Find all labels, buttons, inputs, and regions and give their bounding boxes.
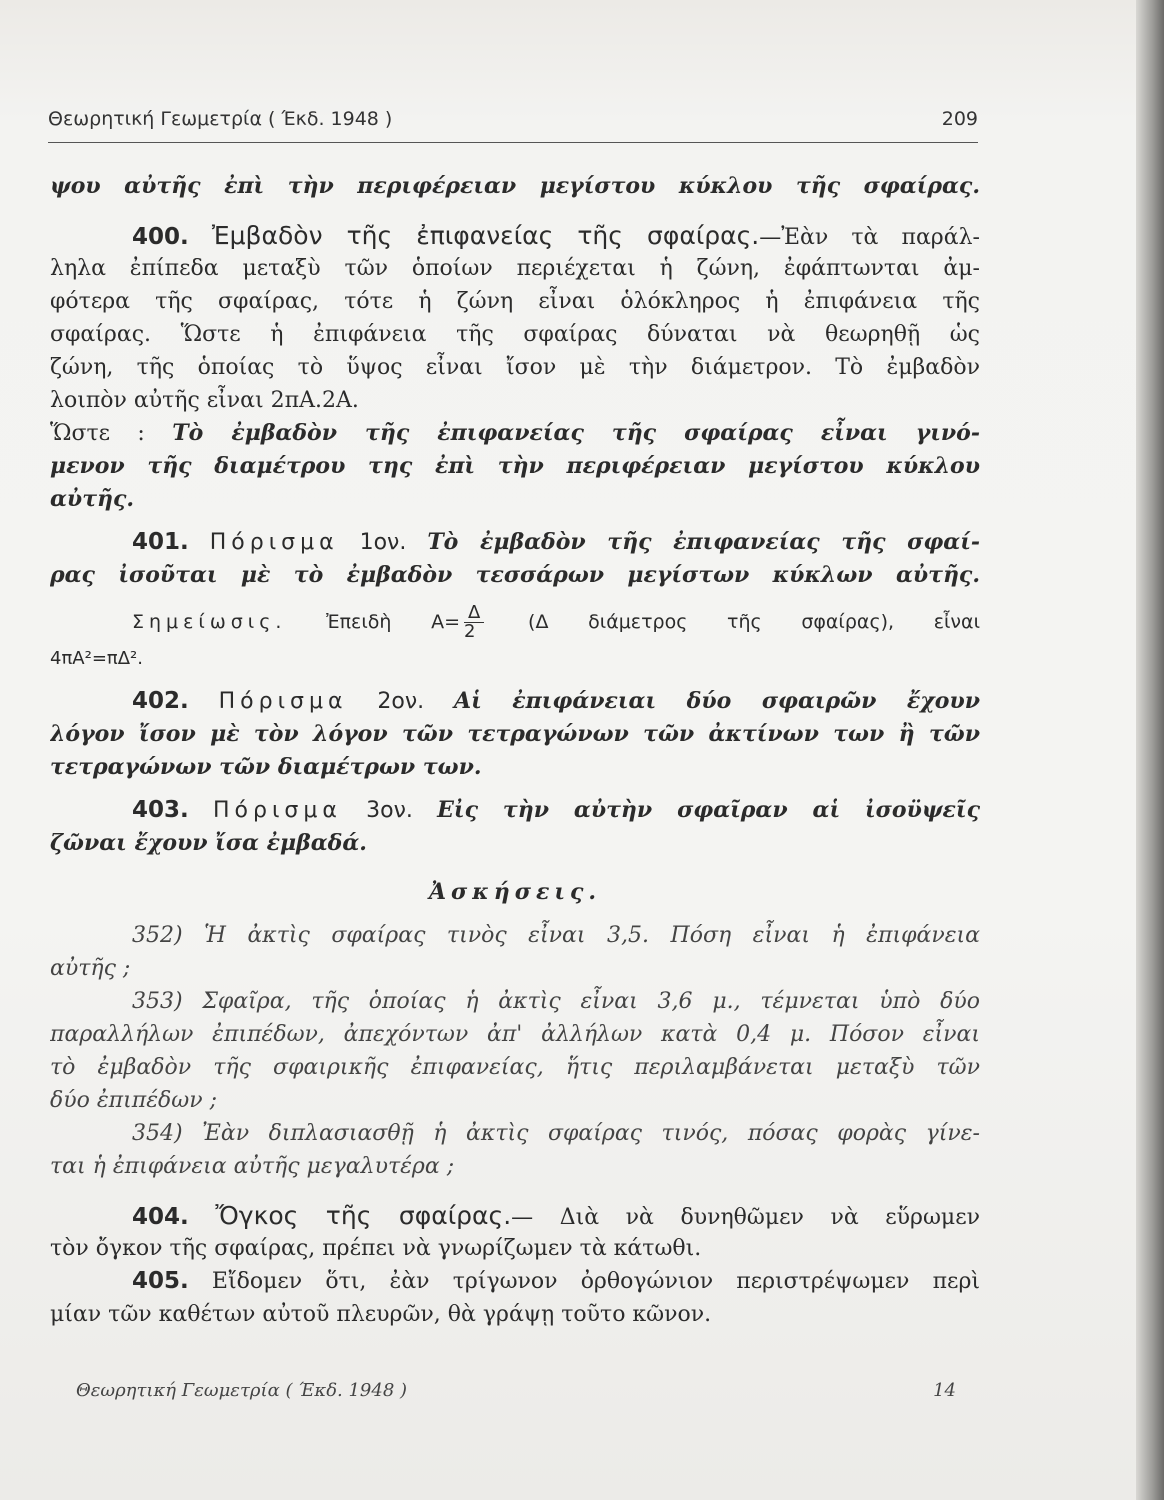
exercise-line: δύο ἐπιπέδων ;: [50, 1088, 217, 1113]
text-line: σφαίρας. Ὥστε ἡ ἐπιφάνεια τῆς σφαίρας δύναται νὰ θεωρηθῇ ὡς: [50, 322, 980, 347]
section-405: [50, 1265, 980, 1331]
section-number: 405.: [132, 1268, 189, 1294]
theorem-text: λόγον ἴσον μὲ τὸν λόγον τῶν τετραγώνων τῶν ἀκτίνων των ἢ τῶν: [50, 721, 980, 747]
page-edge-shadow: [1136, 0, 1164, 1500]
formula: 4πΑ²=πΔ².: [50, 648, 143, 669]
text-line: μίαν τῶν καθέτων αὐτοῦ πλευρῶν, θὰ γράψῃ τοῦτο κῶνον.: [50, 1302, 712, 1327]
header-rule: [48, 142, 978, 143]
theorem-text: Εἰς τὴν αὐτὴν σφαῖραν αἱ ἰσοϋψεῖς: [437, 797, 980, 823]
exercise-line: ται ἡ ἐπιφάνεια αὐτῆς μεγαλυτέρα ;: [50, 1154, 455, 1179]
text-line: Ὥστε :: [50, 421, 145, 446]
page-number: 209: [941, 108, 978, 130]
section-400: [50, 219, 980, 516]
page-body: [50, 170, 980, 1331]
theorem-text: ρας ἰσοῦται μὲ τὸ ἐμβαδὸν τεσσάρων μεγίστων κύκλων αὐτῆς.: [50, 562, 980, 588]
exercises: [50, 876, 980, 1183]
text-line: φότερα τῆς σφαίρας, τότε ἡ ζώνη εἶναι ὁλόκληρος ἡ ἐπιφάνεια τῆς: [50, 289, 980, 314]
running-header: [48, 108, 978, 138]
exercise-line: παραλλήλων ἐπιπέδων, ἀπεχόντων ἀπ' ἀλλήλων κατὰ 0,4 μ. Πόσον εἶναι: [50, 1022, 980, 1047]
text-line: —Ἐὰν τὰ παράλ-: [759, 225, 980, 250]
corollary-label: Πόρισμα: [209, 530, 339, 555]
section-number: 401.: [132, 529, 189, 555]
theorem-text: μενον τῆς διαμέτρου της ἐπὶ τὴν περιφέρειαν μεγίστου κύκλου: [50, 453, 980, 479]
footer-title: Θεωρητική Γεωμετρία ( Έκδ. 1948 ): [76, 1380, 408, 1401]
exercise-line: αὐτῆς ;: [50, 956, 131, 981]
theorem-text: ζῶναι ἔχουν ἴσα ἐμβαδά.: [50, 830, 367, 856]
fraction-numerator: Δ: [464, 604, 484, 623]
header-title: Θεωρητική Γεωμετρία ( Έκδ. 1948 ): [48, 108, 393, 130]
theorem-text: αὐτῆς.: [50, 486, 135, 512]
signature-mark: 14: [933, 1380, 956, 1401]
corollary-ordinal: 1ον.: [359, 530, 407, 555]
section-heading: Ἐμβαδὸν τῆς ἐπιφανείας τῆς σφαίρας.: [211, 221, 760, 250]
text-line: ληλα ἐπίπεδα μεταξὺ τῶν ὁποίων περιέχεται ἡ ζώνη, ἐφάπτωνται ἀμ-: [50, 256, 980, 281]
theorem-text: τετραγώνων τῶν διαμέτρων των.: [50, 754, 482, 780]
section-heading: Ὄγκος τῆς σφαίρας.: [215, 1201, 512, 1230]
corollary-ordinal: 2ον.: [377, 689, 425, 714]
section-402: [50, 685, 980, 784]
continuation-line: ψου αὐτῆς ἐπὶ τὴν περιφέρειαν μεγίστου κύκλου τῆς σφαίρας.: [50, 173, 980, 199]
exercise-line: τὸ ἐμβαδὸν τῆς σφαιρικῆς ἐπιφανείας, ἥτις περιλαμβάνεται μεταξὺ τῶν: [50, 1055, 980, 1080]
text-line: Εἴδομεν ὅτι, ἐὰν τρίγωνον ὀρθογώνιον περιστρέψωμεν περὶ: [211, 1269, 980, 1294]
text-line: — Διὰ νὰ δυνηθῶμεν νὰ εὕρωμεν: [511, 1205, 980, 1230]
text-line: τὸν ὄγκον τῆς σφαίρας, πρέπει νὰ γνωρίζωμεν τὰ κάτωθι.: [50, 1236, 702, 1261]
running-footer: [76, 1380, 956, 1408]
section-401: [50, 526, 980, 675]
corollary-label: Πόρισμα: [218, 689, 348, 714]
corollary-label: Πόρισμα: [213, 798, 342, 823]
exercises-heading: Ἀσκήσεις.: [428, 879, 602, 905]
text-line: λοιπὸν αὐτῆς εἶναι 2πΑ.2Α.: [50, 388, 359, 413]
fraction-denominator: 2: [464, 621, 476, 642]
theorem-text: Αἱ ἐπιφάνειαι δύο σφαιρῶν ἔχουν: [454, 688, 980, 714]
corollary-ordinal: 3ον.: [366, 798, 413, 823]
exercise-line: 352) Ἡ ἀκτὶς σφαίρας τινὸς εἶναι 3,5. Πόση εἶναι ἡ ἐπιφάνεια: [132, 923, 980, 948]
section-403: [50, 794, 980, 860]
theorem-text: Τὸ ἐμβαδὸν τῆς ἐπιφανείας τῆς σφαί-: [427, 529, 980, 555]
fraction: [464, 604, 484, 641]
note-text: Ἐπειδὴ Α=: [326, 611, 461, 633]
text-line: ζώνη, τῆς ὁποίας τὸ ὕψος εἶναι ἴσον μὲ τὴν διάμετρον. Τὸ ἐμβαδὸν: [50, 355, 980, 380]
section-number: 400.: [132, 224, 189, 250]
note-text: (Δ διάμετρος τῆς σφαίρας), εἶναι: [528, 611, 980, 633]
section-number: 402.: [132, 688, 189, 714]
theorem-text: Τὸ ἐμβαδὸν τῆς ἐπιφανείας τῆς σφαίρας εἶναι γινό-: [172, 420, 980, 446]
section-number: 404.: [132, 1204, 189, 1230]
section-404: [50, 1199, 980, 1265]
section-number: 403.: [132, 797, 189, 823]
exercise-line: 354) Ἐὰν διπλασιασθῇ ἡ ἀκτὶς σφαίρας τινός, πόσας φορὰς γίνε-: [132, 1121, 980, 1146]
note-label: Σημείωσις.: [132, 611, 287, 633]
exercise-line: 353) Σφαῖρα, τῆς ὁποίας ἡ ἀκτὶς εἶναι 3,6 μ., τέμνεται ὑπὸ δύο: [132, 989, 980, 1014]
